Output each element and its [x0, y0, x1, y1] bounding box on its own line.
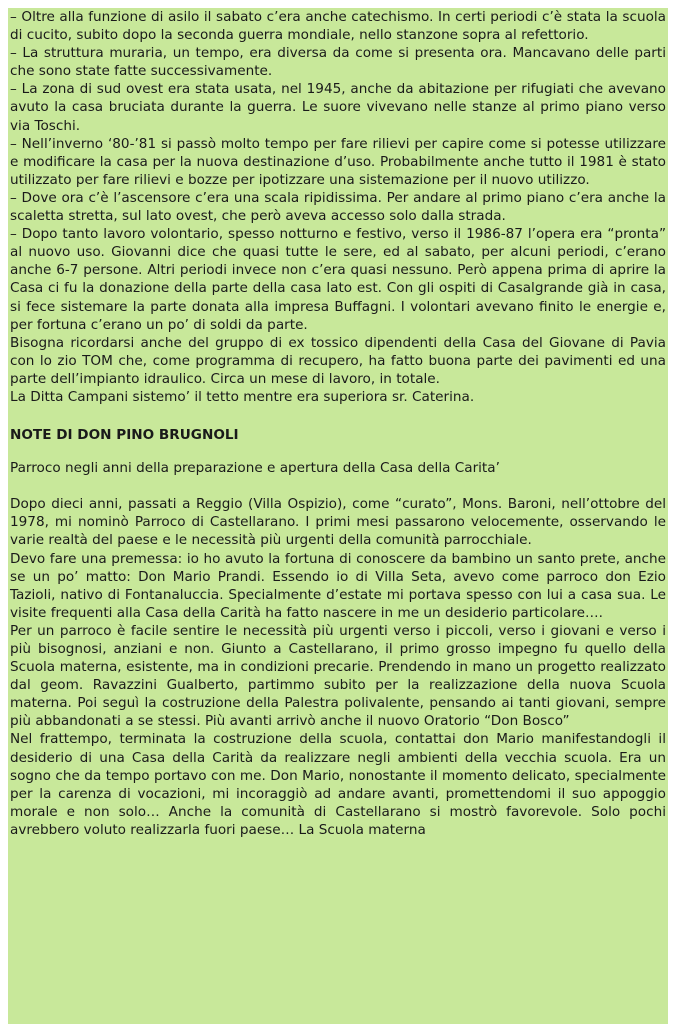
- paragraph-casa-del-giovane: Bisogna ricordarsi anche del gruppo di ex tossico dipendenti della Casa del Giovane di Pavia con lo zio TOM che, come programma di recupero, ha fatto buona parte dei pavimenti ed una parte dell’impianto idraulico. Circa un mese di lavoro, in totale.: [10, 334, 666, 387]
- paragraph-parroco-necessita: Per un parroco è facile sentire le necessità più urgenti verso i piccoli, verso i giovani e verso i più bisognosi, anziani e non. Giunto a Castellarano, il primo grosso impegno fu quello della Scuola materna, esistente, ma in condizioni precarie. Prendendo in mano un progetto realizzato dal geom. Ravazzini Gualberto, partimmo subito per la realizzazione della nuova Scuola materna. Poi seguì la costruzione della Palestra polivalente, pensando ai tanti giovani, sempre più abbandonati a se stessi. Più avanti arrivò anche il nuovo Oratorio “Don Bosco”: [10, 622, 666, 730]
- section-subtitle: Parroco negli anni della preparazione e apertura della Casa della Carita’: [10, 460, 500, 477]
- paragraph-ascensore: – Dove ora c’è l’ascensore c’era una scala ripidissima. Per andare al primo piano c’era anche la scaletta stretta, sul lato ovest, che però aveva accesso solo dalla strada.: [10, 189, 666, 225]
- paragraph-struttura-muraria: – La struttura muraria, un tempo, era diversa da come si presenta ora. Mancavano delle parti che sono state fatte successivamente.: [10, 45, 666, 80]
- document-page: [8, 8, 668, 1024]
- paragraph-lavoro-volontario: – Dopo tanto lavoro volontario, spesso notturno e festivo, verso il 1986-87 l’opera era “pronta” al nuovo uso. Giovanni dice che quasi tutte le sere, ed al sabato, per alcuni periodi, c’erano anche 6-7 persone. Altri periodi invece non c’era quasi nessuno. Però appena prima di aprire la Casa ci fu la donazione della parte della casa lato est. Con gli ospiti di Casalgrande già in casa, si fece sistemare la parte donata alla impresa Buffagni. I volontari avevano finito le energie e, per fortuna c’erano un po’ di soldi da parte.: [10, 226, 666, 333]
- paragraph-inverno-80-81: – Nell’inverno ‘80-’81 si passò molto tempo per fare rilievi per capire come si potesse utilizzare e modificare la casa per la nuova destinazione d’uso. Probabilmente anche tutto il 1981 è stato utilizzato per fare rilievi e bozze per ipotizzare una sistemazione per il nuovo utilizzo.: [10, 135, 666, 188]
- paragraph-ditta-campani: La Ditta Campani sistemo’ il tetto mentre era superiora sr. Caterina.: [10, 388, 475, 405]
- paragraph-premessa: Devo fare una premessa: io ho avuto la fortuna di conoscere da bambino un santo prete, anche se un po’ matto: Don Mario Prandi. Essendo io di Villa Seta, avevo come parroco don Ezio Tazioli, nativo di Fontanaluccia. Specialmente d’estate mi portava spesso con lui a casa sua. Le visite frequenti alla Casa della Carità ha fatto nascere in me un desiderio particolare….: [10, 550, 666, 621]
- section-heading: NOTE DI DON PINO BRUGNOLI: [10, 427, 239, 444]
- paragraph-catechismo: – Oltre alla funzione di asilo il sabato c’era anche catechismo. In certi periodi c’è stata la scuola di cucito, subito dopo la seconda guerra mondiale, nello stanzone sopra al refettorio.: [10, 9, 666, 44]
- paragraph-frattempo: Nel frattempo, terminata la costruzione della scuola, contattai don Mario manifestandogli il desiderio di una Casa della Carità da realizzare negli ambienti della vecchia scuola. Era un sogno che da tempo portavo con me. Don Mario, nonostante il momento delicato, specialmente per la carenza di vocazioni, mi incoraggiò ad andare avanti, promettendomi il suo appoggio morale e non solo… Anche la comunità di Castellarano si mostrò favorevole. Solo pochi avrebbero voluto realizzarla fuori paese… La Scuola materna: [10, 731, 666, 838]
- paragraph-dieci-anni: Dopo dieci anni, passati a Reggio (Villa Ospizio), come “curato”, Mons. Baroni, nell’ottobre del 1978, mi nominò Parroco di Castellarano. I primi mesi passarono velocemente, osservando le varie realtà del paese e le necessità più urgenti della comunità parrocchiale.: [10, 496, 666, 549]
- paragraph-zona-sud-ovest: – La zona di sud ovest era stata usata, nel 1945, anche da abitazione per rifugiati che avevano avuto la casa bruciata durante la guerra. Le suore vivevano nelle stanze al primo piano verso via Toschi.: [10, 81, 666, 134]
